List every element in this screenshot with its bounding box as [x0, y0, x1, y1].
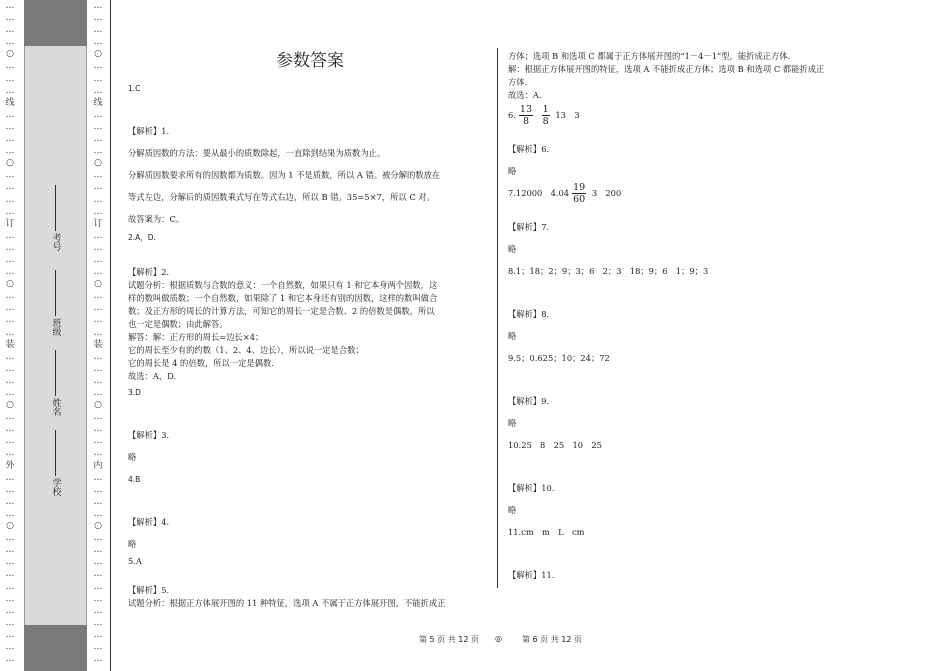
analysis-2-line: 故选：A，D.: [128, 371, 177, 381]
inner-marker: ○: [94, 158, 102, 169]
outer-marker: …: [5, 121, 15, 132]
outer-marker: …: [5, 363, 15, 374]
field-school: [48, 430, 64, 496]
answer-3: 3.D: [128, 388, 141, 397]
outer-marker: ○: [6, 521, 14, 532]
answer-10: 10.25 8 25 10 25: [508, 440, 602, 450]
inner-marker: …: [93, 242, 103, 253]
inner-marker: 线: [93, 97, 103, 108]
inner-marker: …: [93, 557, 103, 568]
outer-marker: …: [5, 303, 15, 314]
answer-6-fraction-2: $\frac{1}{8}$: [542, 104, 549, 127]
field-exam-number: [48, 185, 64, 251]
outer-marker: …: [5, 61, 15, 72]
outer-marker: …: [5, 388, 15, 398]
outer-marker: …: [5, 448, 15, 459]
analysis-2-line: 数；及正方形的周长的计算方法，可知它的周长一定是合数、2 的倍数是偶数，所以: [128, 306, 435, 316]
page-number-left: 第 5 页 共 12 页: [419, 635, 479, 644]
inner-marker: …: [93, 545, 103, 556]
inner-marker: …: [93, 496, 103, 507]
inner-marker: …: [93, 134, 103, 145]
inner-marker: …: [93, 291, 103, 302]
inner-marker: ○: [94, 49, 102, 60]
field-class: [48, 270, 64, 336]
inner-marker: …: [93, 327, 103, 338]
answer-7-fraction: $\frac{19}{60}$: [573, 182, 586, 205]
outer-marker: …: [5, 170, 15, 181]
outer-marker: …: [5, 315, 15, 326]
left-column: [128, 82, 490, 610]
field-school-label: 学校: [50, 478, 61, 496]
outer-marker: …: [5, 375, 15, 386]
outer-marker: …: [5, 13, 15, 24]
analysis-1-heading: 【解析】1.: [128, 126, 170, 136]
analysis-10-heading: 【解析】10.: [508, 483, 555, 493]
outer-marker: …: [5, 581, 15, 592]
inner-marker: …: [93, 593, 103, 604]
outer-marker: ○: [6, 158, 14, 169]
margin-line: [110, 0, 111, 671]
inner-marker: 订: [93, 218, 103, 229]
inner-marker: …: [93, 472, 103, 483]
inner-marker: …: [93, 641, 103, 652]
outer-marker: …: [5, 508, 15, 519]
answer-5: 5.A: [128, 556, 142, 566]
right-column: [508, 50, 873, 582]
answer-4: 4.B: [128, 475, 141, 484]
inner-marker: ○: [94, 400, 102, 411]
outer-marker: …: [5, 533, 15, 544]
binding-top-block: [24, 0, 87, 46]
answer-7: [508, 182, 873, 205]
inner-marker: …: [93, 206, 103, 217]
field-name-label: 姓名: [50, 398, 61, 416]
analysis-5-line: 故选：A.: [508, 90, 542, 100]
binding-markers-inner: [91, 0, 105, 671]
inner-marker: …: [93, 170, 103, 181]
inner-marker: …: [93, 1, 103, 11]
outer-marker: …: [5, 557, 15, 568]
inner-marker: …: [93, 375, 103, 386]
outer-marker: …: [5, 1, 15, 11]
inner-marker: …: [93, 230, 103, 241]
outer-marker: …: [5, 85, 15, 96]
inner-marker: …: [93, 146, 103, 157]
inner-marker: …: [93, 267, 103, 278]
outer-marker: …: [5, 194, 15, 205]
analysis-9-line: 略: [508, 418, 517, 428]
outer-marker: …: [5, 593, 15, 604]
analysis-8-heading: 【解析】8.: [508, 309, 550, 319]
answer-7-rest: 3 200: [591, 188, 622, 198]
inner-marker: …: [93, 109, 103, 120]
analysis-2-line: 解答：解：正方形的周长=边长×4；: [128, 332, 264, 342]
analysis-2-line: 也一定是偶数；由此解答。: [128, 319, 228, 329]
analysis-5-heading: 【解析】5.: [128, 585, 170, 595]
analysis-5-line: 试题分析：根据正方体展开图的 11 种特征，选项 A 不属于正方体展开图，不能折成正: [128, 598, 446, 608]
outer-marker: …: [5, 412, 15, 423]
analysis-2-heading: 【解析】2.: [128, 267, 170, 277]
outer-marker: 线: [5, 97, 15, 108]
analysis-5-line: 方体；选项 B 和选项 C 都属于正方体展开图的“1－4－1”型，能折成正方体.: [508, 51, 791, 61]
answer-2: 2.A，D.: [128, 233, 156, 242]
analysis-2-line: 样的数叫做质数；一个自然数，如果除了 1 和它本身还有别的因数，这样的数叫做合: [128, 293, 438, 303]
outer-marker: …: [5, 654, 15, 665]
outer-marker: …: [5, 109, 15, 120]
inner-marker: …: [93, 254, 103, 265]
inner-marker: …: [93, 629, 103, 640]
outer-marker: 外: [5, 460, 15, 471]
inner-marker: …: [93, 424, 103, 435]
inner-marker: …: [93, 569, 103, 580]
inner-marker: …: [93, 182, 103, 193]
analysis-7-heading: 【解析】7.: [508, 222, 550, 232]
inner-marker: …: [93, 37, 103, 48]
inner-marker: …: [93, 654, 103, 665]
analysis-3-line: 略: [128, 452, 137, 462]
outer-marker: …: [5, 73, 15, 84]
outer-marker: …: [5, 605, 15, 616]
inner-marker: 装: [93, 339, 103, 350]
analysis-4-line: 略: [128, 539, 137, 549]
inner-marker: ○: [94, 279, 102, 290]
page-number-right: 第 6 页 共 12 页: [522, 635, 582, 644]
analysis-2-line: 它的周长至少有的约数（1、2、4、边长），所以说一定是合数；: [128, 345, 364, 355]
analysis-7-line: 略: [508, 244, 517, 254]
outer-marker: …: [5, 206, 15, 217]
binding-bottom-block: [24, 625, 87, 671]
answer-6-rest: 13 3: [555, 110, 580, 120]
outer-marker: …: [5, 484, 15, 495]
analysis-1-line: 分解质因数的方法：要从最小的质数除起，一直除到结果为质数为止。: [128, 148, 386, 158]
outer-marker: …: [5, 267, 15, 278]
inner-marker: …: [93, 605, 103, 616]
outer-marker: …: [5, 351, 15, 362]
inner-marker: …: [93, 412, 103, 423]
outer-marker: …: [5, 641, 15, 652]
analysis-9-heading: 【解析】9.: [508, 396, 550, 406]
answer-6-fraction-1: $\frac{13}{8}$: [519, 104, 533, 127]
binding-markers-outer: [3, 0, 17, 671]
outer-marker: …: [5, 629, 15, 640]
outer-marker: 订: [5, 218, 15, 229]
outer-marker: …: [5, 134, 15, 145]
outer-marker: …: [5, 472, 15, 483]
inner-marker: …: [93, 13, 103, 24]
analysis-10-line: 略: [508, 505, 517, 515]
inner-marker: …: [93, 617, 103, 628]
field-class-label: 班级: [50, 318, 61, 336]
outer-marker: …: [5, 146, 15, 157]
inner-marker: …: [93, 533, 103, 544]
answer-9: 9.5；0.625；10；24；72: [508, 353, 610, 363]
inner-marker: …: [93, 121, 103, 132]
outer-marker: ○: [6, 49, 14, 60]
analysis-1-line: 等式左边，分解后的质因数乘式写在等式右边，所以 B 错。35=5×7，所以 C 对。: [128, 192, 435, 202]
inner-marker: …: [93, 351, 103, 362]
inner-marker: …: [93, 484, 103, 495]
page-title: 参数答案: [276, 51, 344, 71]
inner-marker: …: [93, 61, 103, 72]
analysis-1-line: 故答案为：C。: [128, 214, 185, 224]
analysis-1-line: 分解质因数要求所有的因数都为质数。因为 1 不是质数，所以 A 错。被分解的数放在: [128, 170, 441, 180]
outer-marker: …: [5, 617, 15, 628]
analysis-5-line: 方体.: [508, 77, 528, 87]
outer-marker: …: [5, 545, 15, 556]
inner-marker: …: [93, 581, 103, 592]
inner-marker: …: [93, 363, 103, 374]
inner-marker: …: [93, 448, 103, 459]
outer-marker: …: [5, 37, 15, 48]
outer-marker: …: [5, 230, 15, 241]
analysis-2-line: 它的周长是 4 的倍数，所以一定是偶数.: [128, 358, 274, 368]
inner-marker: …: [93, 303, 103, 314]
answer-11: 11.cm m L cm: [508, 527, 585, 537]
outer-marker: ○: [6, 400, 14, 411]
outer-marker: …: [5, 327, 15, 338]
analysis-6-line: 略: [508, 166, 517, 176]
outer-marker: …: [5, 496, 15, 507]
inner-marker: …: [93, 315, 103, 326]
analysis-6-heading: 【解析】6.: [508, 144, 550, 154]
field-name: [48, 350, 64, 416]
inner-marker: ○: [94, 521, 102, 532]
outer-marker: …: [5, 25, 15, 36]
analysis-5-line: 解：根据正方体展开图的特征，选项 A 不能折成正方体；选项 B 和选项 C 都能折成正: [508, 64, 825, 74]
analysis-8-line: 略: [508, 331, 517, 341]
analysis-3-heading: 【解析】3.: [128, 430, 170, 440]
answer-7-prefix: 7.12000 4.04: [508, 188, 570, 198]
outer-marker: …: [5, 242, 15, 253]
analysis-11-heading: 【解析】11.: [508, 570, 555, 580]
answer-1: 1.C: [128, 84, 141, 93]
analysis-2-line: 试题分析：根据质数与合数的意义：一个自然数，如果只有 1 和它本身两个因数，这: [128, 280, 438, 290]
outer-marker: …: [5, 569, 15, 580]
outer-marker: 装: [5, 339, 15, 350]
analysis-4-heading: 【解析】4.: [128, 517, 170, 527]
outer-marker: …: [5, 436, 15, 447]
answer-8: 8.1；18；2；9；3；6 2；3 18；9；6 1；9；3: [508, 266, 709, 276]
inner-marker: …: [93, 25, 103, 36]
column-divider: [497, 48, 498, 588]
answer-6-prefix: 6.: [508, 110, 516, 120]
outer-marker: …: [5, 291, 15, 302]
outer-marker: ○: [6, 279, 14, 290]
answer-6: [508, 104, 873, 127]
outer-marker: …: [5, 424, 15, 435]
inner-marker: …: [93, 436, 103, 447]
inner-marker: …: [93, 388, 103, 398]
inner-marker: 内: [93, 460, 103, 471]
inner-marker: …: [93, 73, 103, 84]
outer-marker: …: [5, 254, 15, 265]
field-exam-number-label: 考号: [50, 233, 61, 251]
outer-marker: …: [5, 182, 15, 193]
inner-marker: …: [93, 85, 103, 96]
page-separator: ◎: [495, 634, 502, 643]
inner-marker: …: [93, 194, 103, 205]
inner-marker: …: [93, 508, 103, 519]
